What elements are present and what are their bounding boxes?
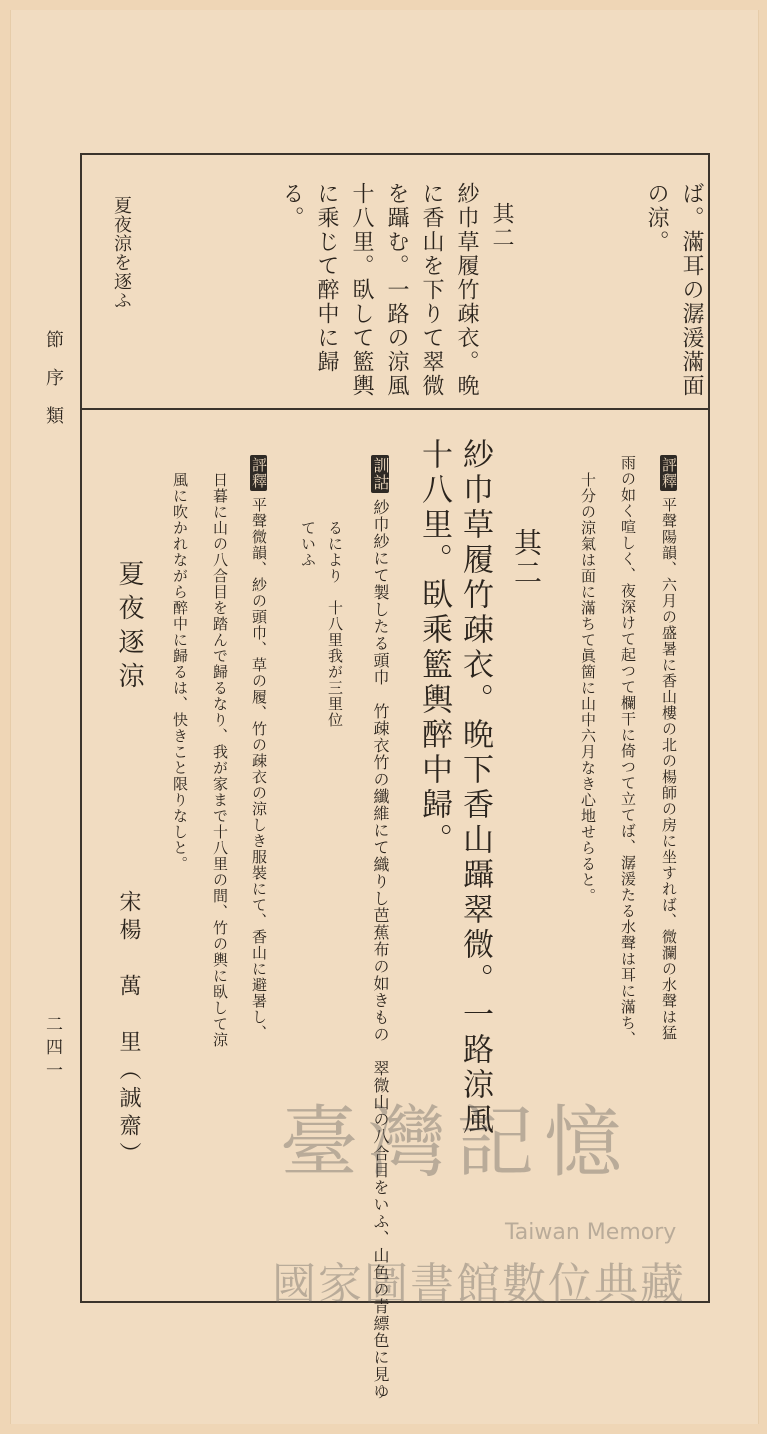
explanation-line-2: 日暮に山の八合目を踏んで歸るなり、我が家まで十八里の間、竹の輿に臥して涼 bbox=[211, 472, 229, 1048]
panel-divider bbox=[80, 408, 710, 410]
top-line-2: の涼。 bbox=[644, 182, 669, 254]
notes-line-3: ていふ bbox=[299, 520, 317, 568]
section-label: 節序類 bbox=[43, 330, 64, 444]
watermark-institution: 國家圖書館數位典藏 bbox=[272, 1259, 686, 1310]
watermark-english: Taiwan Memory bbox=[505, 1220, 677, 1245]
top-line-5: に香山を下りて翠微 bbox=[419, 182, 444, 398]
top-line-7: 十八里。臥して籃輿 bbox=[349, 182, 374, 398]
explanation-line-3: 風に吹かれながら醉中に歸るは、快きこと限りなしと。 bbox=[171, 472, 189, 872]
poem-line-1: 紗巾草履竹疎衣。晩下香山躡翠微。一路涼風 bbox=[457, 438, 493, 1138]
top-line-8: に乘じて醉中に歸 bbox=[314, 182, 339, 374]
next-title: 夏夜逐涼 bbox=[114, 560, 144, 696]
top-line-3: 其二 bbox=[489, 202, 514, 250]
top-next-title: 夏夜涼を逐ふ bbox=[111, 196, 132, 310]
author: 宋楊 萬 里（誠齋） bbox=[116, 890, 141, 1170]
top-line-4: 紗巾草履竹疎衣。晩 bbox=[454, 182, 479, 398]
commentary-line-2: 雨の如く喧しく、夜深けて起つて欄干に倚つて立てば、潺湲たる水聲は耳に滿ち、 bbox=[619, 455, 637, 1047]
notes-badge: 訓詁 bbox=[371, 457, 390, 491]
commentary-badge: 評釋 bbox=[660, 457, 678, 489]
poem-line-2: 十八里。臥乘籃輿醉中歸。 bbox=[416, 438, 452, 858]
page-number: 二四一 bbox=[42, 1015, 62, 1084]
top-line-6: を躡む。一路の涼風 bbox=[384, 182, 409, 398]
notes-line-2: るにより 十八里我が三里位 bbox=[326, 520, 344, 728]
top-line-1: ば。滿耳の潺湲滿面 bbox=[679, 182, 704, 398]
commentary-line-3: 十分の涼氣は面に滿ちて眞箇に山中六月なき心地せらると。 bbox=[579, 472, 597, 904]
explanation-badge: 評釋 bbox=[250, 457, 268, 489]
top-line-9: る。 bbox=[279, 182, 304, 230]
watermark-logo: 臺灣記憶 bbox=[280, 1098, 633, 1188]
explanation-line-1: 評釋平聲微韻、紗の頭巾、草の履、竹の疎衣の涼しき服裝にて、香山に避暑し、 bbox=[250, 457, 268, 1041]
poem-title: 其二 bbox=[510, 528, 543, 588]
notes-line-1: 訓詁紗巾紗にて製したる頭巾 竹疎衣竹の纖維にて織りし芭蕉布の如きもの 翠微山の八合目をいふ、山色の青縹色に見ゆ bbox=[371, 457, 390, 1400]
commentary-line-1: 評釋平聲陽韻、六月の盛暑に香山樓の北の楊師の房に坐すれば、微瀾の水聲は猛 bbox=[660, 457, 678, 1041]
